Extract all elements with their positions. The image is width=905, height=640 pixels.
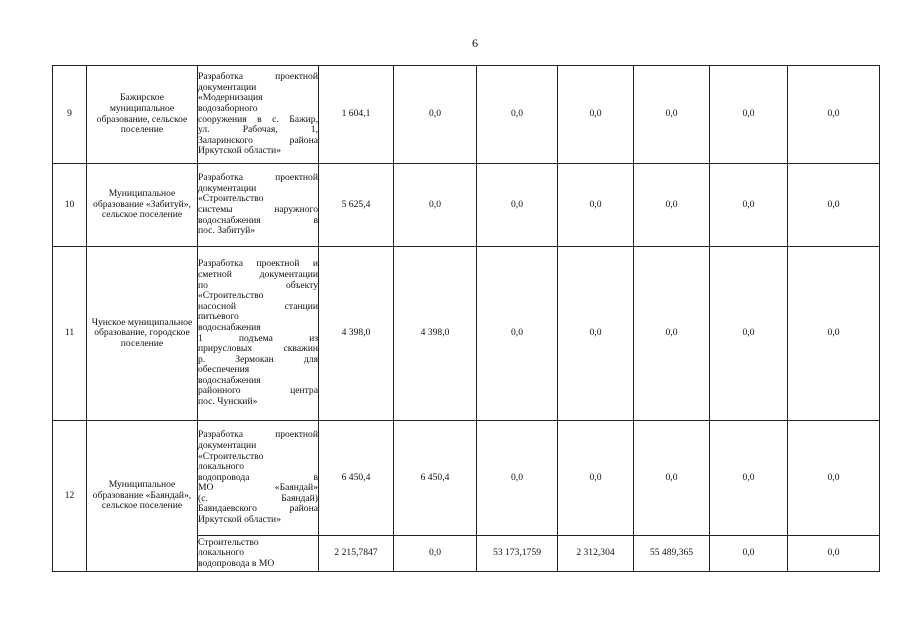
amount-cell: 0,0 bbox=[394, 66, 477, 164]
description-line: Строительство bbox=[198, 536, 259, 548]
amount-cell: 4 398,0 bbox=[319, 247, 394, 421]
description-line: водопровода в bbox=[198, 471, 318, 483]
amount-cell: 0,0 bbox=[477, 421, 558, 536]
amount-cell: 0,0 bbox=[558, 164, 634, 247]
project-description-cell bbox=[198, 421, 319, 536]
amount-cell: 0,0 bbox=[634, 421, 710, 536]
table-row bbox=[53, 247, 880, 421]
amount-cell: 0,0 bbox=[788, 247, 880, 421]
amount-cell: 1 604,1 bbox=[319, 66, 394, 164]
description-line: Иркутской области» bbox=[198, 145, 281, 157]
page-number: 6 bbox=[472, 36, 478, 50]
description-line: Разработка проектной bbox=[198, 429, 318, 441]
description-line: документации bbox=[198, 439, 257, 451]
amount-cell: 0,0 bbox=[634, 247, 710, 421]
description-line: питьевого bbox=[198, 311, 239, 323]
description-line: водопровода в МО bbox=[198, 557, 275, 569]
amount-cell: 0,0 bbox=[788, 66, 880, 164]
project-description-cell bbox=[198, 536, 319, 572]
description-line: водоснабжения в bbox=[198, 214, 318, 226]
description-line: системы наружного bbox=[198, 204, 318, 215]
amount-cell: 0,0 bbox=[710, 536, 788, 572]
description-line: водозаборного bbox=[198, 102, 258, 114]
description-line: пос. Чунский» bbox=[198, 396, 258, 408]
description-line: по объекту bbox=[198, 279, 318, 291]
municipality-name-cell: Муниципальное образование «Баяндай», сельское поселение bbox=[87, 421, 198, 572]
amount-cell: 0,0 bbox=[788, 421, 880, 536]
municipality-name-cell: Муниципальное образование «Забитуй», сельское поселение bbox=[87, 164, 198, 247]
description-line: МО «Баяндай» bbox=[198, 482, 318, 494]
description-line: Иркутской области» bbox=[198, 514, 281, 526]
amount-cell: 0,0 bbox=[558, 247, 634, 421]
description-line: насосной станции bbox=[198, 300, 318, 312]
amount-cell: 2 312,304 bbox=[558, 536, 634, 572]
amount-cell: 0,0 bbox=[710, 66, 788, 164]
amount-cell: 0,0 bbox=[710, 247, 788, 421]
row-number-cell: 12 bbox=[53, 421, 87, 572]
amount-cell: 55 489,365 bbox=[634, 536, 710, 572]
amount-cell: 2 215,7847 bbox=[319, 536, 394, 572]
description-line: сооружения в с. Бажир, bbox=[198, 113, 318, 125]
description-line: «Модернизация bbox=[198, 92, 263, 104]
description-line: локального bbox=[198, 547, 245, 559]
amount-cell: 0,0 bbox=[477, 164, 558, 247]
amount-cell: 6 450,4 bbox=[394, 421, 477, 536]
amount-cell: 53 173,1759 bbox=[477, 536, 558, 572]
description-line: р. Зермокан для bbox=[198, 353, 318, 365]
amount-cell: 6 450,4 bbox=[319, 421, 394, 536]
description-line: «Строительство bbox=[198, 193, 264, 205]
description-line: ул. Рабочая, 1, bbox=[198, 124, 318, 136]
budget-table bbox=[52, 65, 880, 572]
amount-cell: 0,0 bbox=[477, 66, 558, 164]
description-line: локального bbox=[198, 461, 245, 473]
description-line: документации bbox=[198, 182, 257, 194]
description-line: водоснабжения bbox=[198, 321, 261, 333]
amount-cell: 0,0 bbox=[394, 536, 477, 572]
table-row bbox=[53, 66, 880, 164]
description-line: Разработка проектной и bbox=[198, 258, 318, 270]
amount-cell: 0,0 bbox=[477, 247, 558, 421]
project-description-cell bbox=[198, 247, 319, 421]
description-line: Заларинского района bbox=[198, 134, 318, 146]
amount-cell: 0,0 bbox=[558, 66, 634, 164]
description-line: обеспечения bbox=[198, 364, 250, 376]
table-row bbox=[53, 421, 880, 536]
description-line: районного центра bbox=[198, 385, 318, 397]
description-line: прирусловых скважин bbox=[198, 343, 318, 355]
description-line: Разработка проектной bbox=[198, 172, 318, 184]
description-line: «Строительство bbox=[198, 290, 264, 302]
project-description-cell bbox=[198, 66, 319, 164]
project-description-cell bbox=[198, 164, 319, 247]
amount-cell: 0,0 bbox=[394, 164, 477, 247]
amount-cell: 0,0 bbox=[788, 536, 880, 572]
description-line: Баяндаевского района bbox=[198, 503, 318, 515]
description-line: документации bbox=[198, 81, 257, 93]
amount-cell: 4 398,0 bbox=[394, 247, 477, 421]
description-line: водоснабжения bbox=[198, 374, 261, 386]
row-number-cell: 11 bbox=[53, 247, 87, 421]
table-row bbox=[53, 164, 880, 247]
amount-cell: 0,0 bbox=[558, 421, 634, 536]
description-line: пос. Забитуй» bbox=[198, 225, 256, 237]
description-line: (с. Баяндай) bbox=[198, 492, 318, 504]
description-line: «Строительство bbox=[198, 450, 264, 462]
description-line: 1 подъема из bbox=[198, 332, 318, 344]
description-line: Разработка проектной bbox=[198, 71, 318, 83]
description-line: сметной документации bbox=[198, 268, 318, 280]
amount-cell: 0,0 bbox=[710, 164, 788, 247]
row-number-cell: 9 bbox=[53, 66, 87, 164]
amount-cell: 0,0 bbox=[710, 421, 788, 536]
amount-cell: 0,0 bbox=[634, 164, 710, 247]
row-number-cell: 10 bbox=[53, 164, 87, 247]
amount-cell: 0,0 bbox=[634, 66, 710, 164]
municipality-name-cell: Чунское муниципальное образование, городское поселение bbox=[87, 247, 198, 421]
municipality-name-cell: Бажирское муниципальное образование, сельское поселение bbox=[87, 66, 198, 164]
amount-cell: 0,0 bbox=[788, 164, 880, 247]
amount-cell: 5 625,4 bbox=[319, 164, 394, 247]
